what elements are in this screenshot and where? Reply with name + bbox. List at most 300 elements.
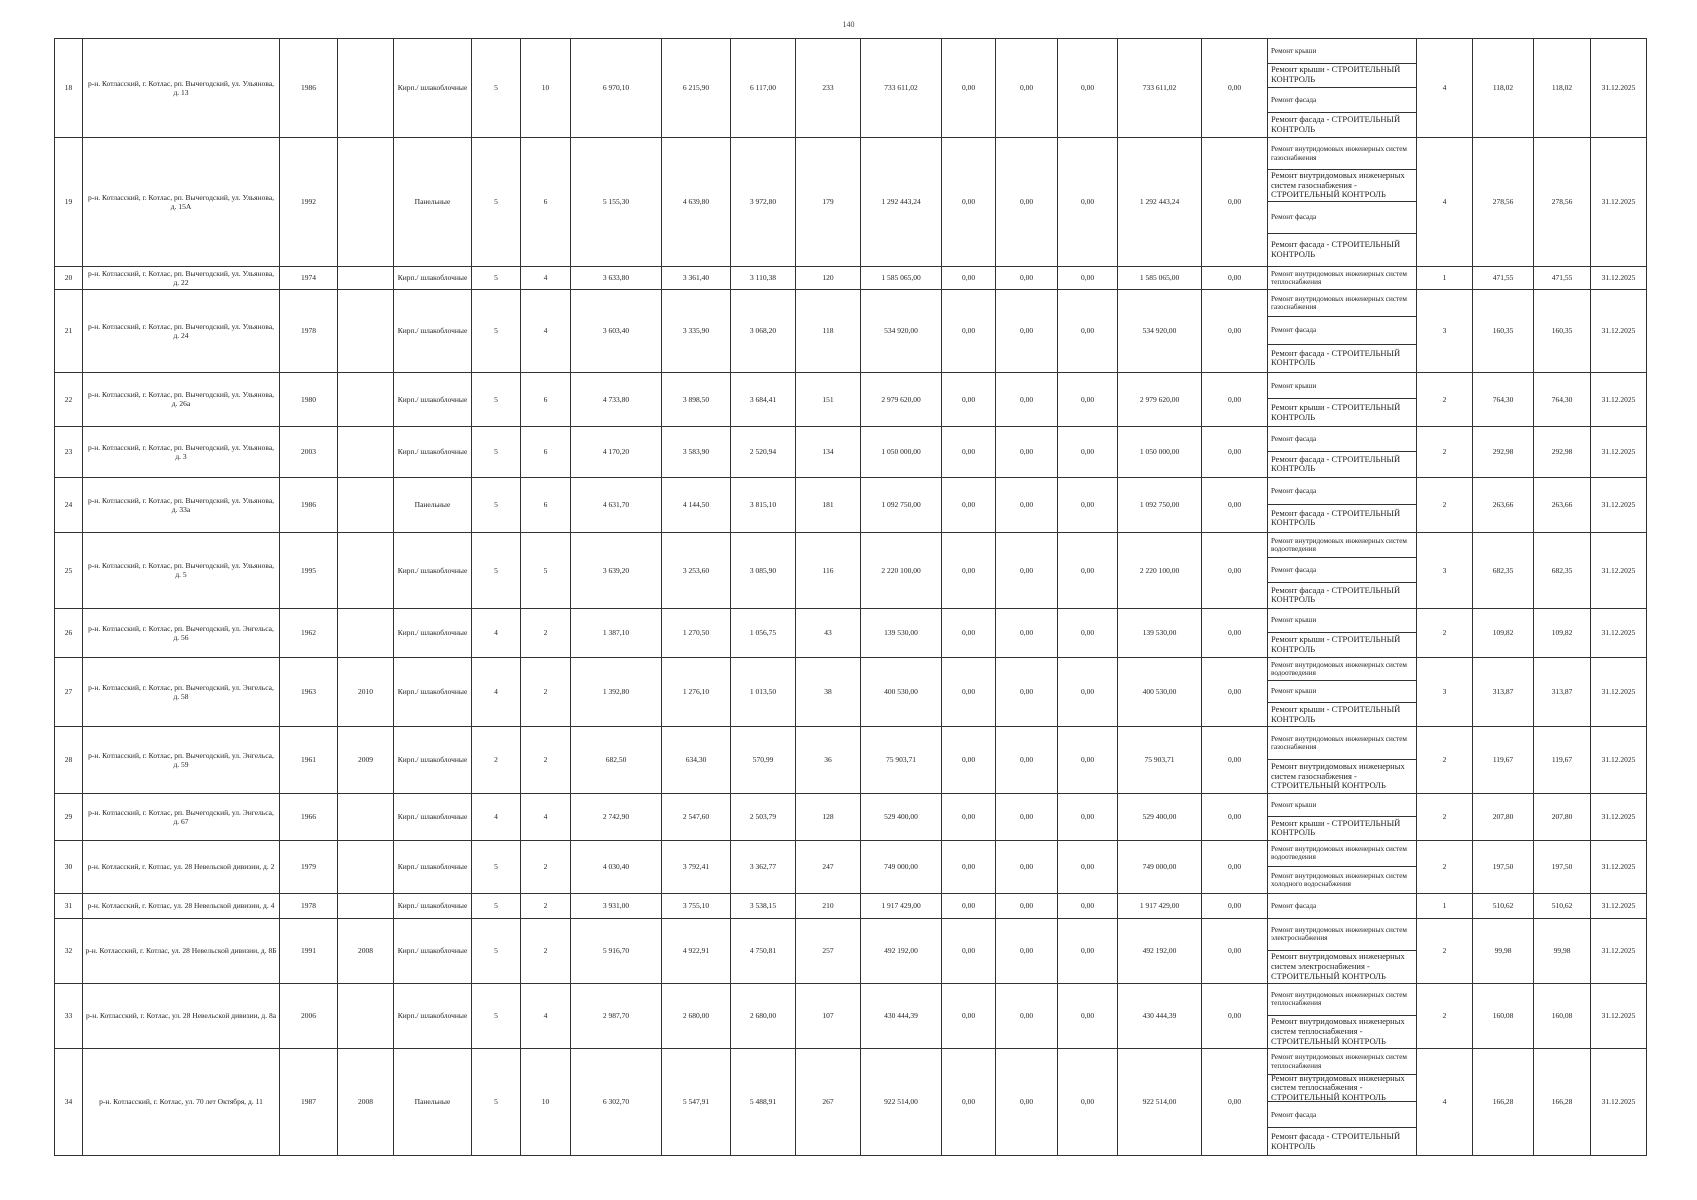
- cell-unit-cost-limit: 166,28: [1534, 1048, 1591, 1155]
- cell-residents: 36: [796, 726, 861, 793]
- cell-floors: 5: [472, 893, 521, 918]
- work-item: Ремонт внутридомовых инженерных систем электроснабжения - СТРОИТЕЛЬНЫЙ КОНТРОЛЬ: [1271, 951, 1405, 981]
- cell-wall-material: Кирп./ шлакоблочные: [394, 39, 472, 138]
- cell-funding-other: 0,00: [1202, 726, 1268, 793]
- cell-owned-area: 3 538,15: [731, 893, 796, 918]
- cell-address: р-н. Котласский, г. Котлас, рп. Вычегодский, ул. Ульянова, д. 26а: [83, 372, 280, 426]
- cell-year-built: 1963: [280, 657, 338, 726]
- cell-row-number: 21: [55, 290, 83, 373]
- cell-year-built: 1962: [280, 608, 338, 657]
- cell-total-cost: 733 611,02: [861, 39, 942, 138]
- cell-funding-regional: 0,00: [996, 426, 1058, 477]
- cell-residential-area: 1 276,10: [662, 657, 731, 726]
- cell-work-types: [1268, 290, 1417, 373]
- cell-funding-local: 0,00: [1058, 267, 1118, 290]
- cell-funding-owners: 2 220 100,00: [1118, 532, 1202, 608]
- cell-year-built: 1966: [280, 793, 338, 840]
- cell-address: р-н. Котласский, г. Котлас, ул. 70 лет Октября, д. 11: [83, 1048, 280, 1155]
- cell-entrances: 6: [521, 138, 571, 267]
- cell-total-area: 3 603,40: [571, 290, 662, 373]
- cell-row-number: 28: [55, 726, 83, 793]
- cell-entrances: 10: [521, 1048, 571, 1155]
- cell-floors: 5: [472, 290, 521, 373]
- cell-work-types: [1268, 1048, 1417, 1155]
- cell-funding-regional: 0,00: [996, 893, 1058, 918]
- cell-row-number: 26: [55, 608, 83, 657]
- cell-floors: 5: [472, 918, 521, 983]
- cell-unit-cost-limit: 160,35: [1534, 290, 1591, 373]
- cell-total-cost: 492 192,00: [861, 918, 942, 983]
- cell-funding-regional: 0,00: [996, 918, 1058, 983]
- table-row: [55, 426, 1647, 477]
- cell-floors: 4: [472, 657, 521, 726]
- cell-total-cost: 529 400,00: [861, 793, 942, 840]
- cell-funding-local: 0,00: [1058, 290, 1118, 373]
- cell-funding-other: 0,00: [1202, 657, 1268, 726]
- cell-year-built: 1980: [280, 372, 338, 426]
- cell-funding-owners: 2 979 620,00: [1118, 372, 1202, 426]
- table-row: [55, 290, 1647, 373]
- cell-total-area: 6 970,10: [571, 39, 662, 138]
- cell-residents: 151: [796, 372, 861, 426]
- work-item: Ремонт крыши: [1268, 373, 1416, 400]
- cell-year-repaired: [338, 608, 394, 657]
- cell-row-number: 25: [55, 532, 83, 608]
- cell-year-built: 1995: [280, 532, 338, 608]
- cell-entrances: 2: [521, 840, 571, 893]
- table-row: [55, 793, 1647, 840]
- cell-completion-date: 31.12.2025: [1591, 138, 1647, 267]
- work-item: Ремонт фасада - СТРОИТЕЛЬНЫЙ КОНТРОЛЬ: [1271, 584, 1401, 605]
- work-item: Ремонт внутридомовых инженерных систем водоотведения: [1268, 658, 1416, 681]
- cell-completion-date: 31.12.2025: [1591, 918, 1647, 983]
- cell-year-built: 1978: [280, 893, 338, 918]
- cell-funding-owners: 75 903,71: [1118, 726, 1202, 793]
- cell-works-count: 2: [1417, 426, 1473, 477]
- cell-row-number: 27: [55, 657, 83, 726]
- cell-owned-area: 3 815,10: [731, 477, 796, 532]
- cell-year-built: 1991: [280, 918, 338, 983]
- work-item: Ремонт фасада - СТРОИТЕЛЬНЫЙ КОНТРОЛЬ: [1271, 1130, 1401, 1151]
- work-item: Ремонт внутридомовых инженерных систем газоснабжения: [1268, 290, 1416, 317]
- cell-total-area: 5 155,30: [571, 138, 662, 267]
- cell-row-number: 24: [55, 477, 83, 532]
- cell-unit-cost: 510,62: [1473, 893, 1534, 918]
- cell-funding-owners: 1 917 429,00: [1118, 893, 1202, 918]
- cell-unit-cost-limit: 313,87: [1534, 657, 1591, 726]
- table-row: [55, 1048, 1647, 1155]
- cell-year-built: 2003: [280, 426, 338, 477]
- cell-unit-cost: 160,08: [1473, 983, 1534, 1048]
- cell-floors: 5: [472, 372, 521, 426]
- cell-total-area: 2 987,70: [571, 983, 662, 1048]
- cell-unit-cost-limit: 510,62: [1534, 893, 1591, 918]
- cell-wall-material: Панельные: [394, 1048, 472, 1155]
- cell-year-repaired: [338, 532, 394, 608]
- cell-wall-material: Кирп./ шлакоблочные: [394, 918, 472, 983]
- cell-residents: 38: [796, 657, 861, 726]
- cell-total-area: 3 639,20: [571, 532, 662, 608]
- cell-unit-cost: 160,35: [1473, 290, 1534, 373]
- cell-work-types: [1268, 918, 1417, 983]
- cell-owned-area: 570,99: [731, 726, 796, 793]
- cell-address: р-н. Котласский, г. Котлас, рп. Вычегодский, ул. Ульянова, д. 3: [83, 426, 280, 477]
- cell-owned-area: 3 068,20: [731, 290, 796, 373]
- cell-residential-area: 4 144,50: [662, 477, 731, 532]
- cell-total-area: 4 030,40: [571, 840, 662, 893]
- cell-floors: 2: [472, 726, 521, 793]
- cell-residential-area: 3 361,40: [662, 267, 731, 290]
- cell-funding-regional: 0,00: [996, 726, 1058, 793]
- cell-total-cost: 1 292 443,24: [861, 138, 942, 267]
- cell-funding-other: 0,00: [1202, 138, 1268, 267]
- cell-funding-federal: 0,00: [942, 1048, 996, 1155]
- cell-works-count: 4: [1417, 39, 1473, 138]
- cell-works-count: 4: [1417, 1048, 1473, 1155]
- cell-completion-date: 31.12.2025: [1591, 267, 1647, 290]
- cell-row-number: 20: [55, 267, 83, 290]
- cell-funding-federal: 0,00: [942, 39, 996, 138]
- cell-row-number: 18: [55, 39, 83, 138]
- cell-residents: 43: [796, 608, 861, 657]
- cell-funding-local: 0,00: [1058, 793, 1118, 840]
- cell-unit-cost-limit: 764,30: [1534, 372, 1591, 426]
- cell-works-count: 3: [1417, 290, 1473, 373]
- work-item: Ремонт крыши - СТРОИТЕЛЬНЫЙ КОНТРОЛЬ: [1271, 634, 1401, 654]
- cell-year-built: 1979: [280, 840, 338, 893]
- work-item: Ремонт фасада: [1268, 317, 1416, 344]
- cell-unit-cost: 118,02: [1473, 39, 1534, 138]
- cell-funding-federal: 0,00: [942, 372, 996, 426]
- cell-work-types: [1268, 657, 1417, 726]
- cell-entrances: 2: [521, 918, 571, 983]
- table-row: [55, 267, 1647, 290]
- cell-completion-date: 31.12.2025: [1591, 426, 1647, 477]
- cell-year-repaired: [338, 477, 394, 532]
- work-item: Ремонт внутридомовых инженерных систем теплоснабжения: [1268, 984, 1416, 1016]
- cell-total-cost: 922 514,00: [861, 1048, 942, 1155]
- cell-year-built: 1961: [280, 726, 338, 793]
- cell-address: р-н. Котласский, г. Котлас, ул. 28 Невельской дивизии, д. 8Б: [83, 918, 280, 983]
- cell-work-types: [1268, 608, 1417, 657]
- cell-owned-area: 1 056,75: [731, 608, 796, 657]
- cell-address: р-н. Котласский, г. Котлас, ул. 28 Невельской дивизии, д. 8а: [83, 983, 280, 1048]
- cell-total-cost: 1 585 065,00: [861, 267, 942, 290]
- cell-year-built: 2006: [280, 983, 338, 1048]
- cell-funding-federal: 0,00: [942, 893, 996, 918]
- cell-residents: 116: [796, 532, 861, 608]
- cell-funding-federal: 0,00: [942, 793, 996, 840]
- cell-wall-material: Кирп./ шлакоблочные: [394, 290, 472, 373]
- cell-funding-local: 0,00: [1058, 608, 1118, 657]
- cell-funding-owners: 430 444,39: [1118, 983, 1202, 1048]
- cell-year-repaired: [338, 426, 394, 477]
- work-item: Ремонт фасада: [1268, 478, 1416, 505]
- cell-year-repaired: 2010: [338, 657, 394, 726]
- cell-total-area: 6 302,70: [571, 1048, 662, 1155]
- cell-wall-material: Кирп./ шлакоблочные: [394, 983, 472, 1048]
- cell-funding-local: 0,00: [1058, 477, 1118, 532]
- cell-works-count: 2: [1417, 983, 1473, 1048]
- cell-funding-other: 0,00: [1202, 893, 1268, 918]
- cell-residential-area: 2 547,60: [662, 793, 731, 840]
- cell-work-types: [1268, 372, 1417, 426]
- cell-funding-regional: 0,00: [996, 793, 1058, 840]
- cell-work-types: [1268, 840, 1417, 893]
- cell-works-count: 2: [1417, 477, 1473, 532]
- cell-unit-cost: 119,67: [1473, 726, 1534, 793]
- cell-total-cost: 1 050 000,00: [861, 426, 942, 477]
- cell-floors: 4: [472, 608, 521, 657]
- cell-address: р-н. Котласский, г. Котлас, ул. 28 Невельской дивизии, д. 4: [83, 893, 280, 918]
- cell-address: р-н. Котласский, г. Котлас, рп. Вычегодский, ул. Энгельса, д. 58: [83, 657, 280, 726]
- cell-completion-date: 31.12.2025: [1591, 608, 1647, 657]
- cell-row-number: 32: [55, 918, 83, 983]
- cell-address: р-н. Котласский, г. Котлас, рп. Вычегодский, ул. Ульянова, д. 15А: [83, 138, 280, 267]
- cell-completion-date: 31.12.2025: [1591, 983, 1647, 1048]
- table-row: [55, 918, 1647, 983]
- cell-funding-regional: 0,00: [996, 532, 1058, 608]
- cell-floors: 5: [472, 983, 521, 1048]
- cell-residents: 134: [796, 426, 861, 477]
- cell-floors: 5: [472, 477, 521, 532]
- work-item: Ремонт крыши: [1268, 794, 1416, 817]
- work-item: Ремонт внутридомовых инженерных систем теплоснабжения - СТРОИТЕЛЬНЫЙ КОНТРОЛЬ: [1271, 1016, 1405, 1046]
- cell-funding-owners: 733 611,02: [1118, 39, 1202, 138]
- cell-residents: 179: [796, 138, 861, 267]
- cell-entrances: 4: [521, 793, 571, 840]
- cell-work-types: [1268, 983, 1417, 1048]
- cell-funding-regional: 0,00: [996, 1048, 1058, 1155]
- cell-year-built: 1978: [280, 290, 338, 373]
- cell-funding-regional: 0,00: [996, 840, 1058, 893]
- cell-funding-federal: 0,00: [942, 983, 996, 1048]
- cell-total-cost: 749 000,00: [861, 840, 942, 893]
- work-item: Ремонт фасада - СТРОИТЕЛЬНЫЙ КОНТРОЛЬ: [1271, 113, 1401, 134]
- cell-funding-federal: 0,00: [942, 840, 996, 893]
- cell-year-repaired: [338, 793, 394, 840]
- work-item: Ремонт внутридомовых инженерных систем водоотведения: [1268, 841, 1416, 867]
- cell-funding-local: 0,00: [1058, 918, 1118, 983]
- cell-total-cost: 75 903,71: [861, 726, 942, 793]
- cell-funding-other: 0,00: [1202, 372, 1268, 426]
- work-item: Ремонт фасада - СТРОИТЕЛЬНЫЙ КОНТРОЛЬ: [1271, 507, 1401, 528]
- cell-entrances: 5: [521, 532, 571, 608]
- cell-funding-regional: 0,00: [996, 983, 1058, 1048]
- cell-completion-date: 31.12.2025: [1591, 840, 1647, 893]
- cell-funding-owners: 492 192,00: [1118, 918, 1202, 983]
- cell-work-types: [1268, 726, 1417, 793]
- cell-completion-date: 31.12.2025: [1591, 726, 1647, 793]
- cell-residents: 107: [796, 983, 861, 1048]
- cell-funding-federal: 0,00: [942, 918, 996, 983]
- cell-unit-cost-limit: 471,55: [1534, 267, 1591, 290]
- cell-address: р-н. Котласский, г. Котлас, рп. Вычегодский, ул. Энгельса, д. 59: [83, 726, 280, 793]
- cell-row-number: 19: [55, 138, 83, 267]
- cell-unit-cost: 682,35: [1473, 532, 1534, 608]
- cell-address: р-н. Котласский, г. Котлас, рп. Вычегодский, ул. Энгельса, д. 67: [83, 793, 280, 840]
- cell-work-types: [1268, 532, 1417, 608]
- cell-total-cost: 534 920,00: [861, 290, 942, 373]
- cell-work-types: [1268, 426, 1417, 477]
- cell-unit-cost-limit: 160,08: [1534, 983, 1591, 1048]
- cell-year-repaired: 2008: [338, 918, 394, 983]
- cell-funding-other: 0,00: [1202, 532, 1268, 608]
- cell-address: р-н. Котласский, г. Котлас, рп. Вычегодский, ул. Ульянова, д. 24: [83, 290, 280, 373]
- table-row: [55, 983, 1647, 1048]
- cell-row-number: 29: [55, 793, 83, 840]
- cell-funding-owners: 139 530,00: [1118, 608, 1202, 657]
- cell-work-types: [1268, 893, 1417, 918]
- cell-residential-area: 3 335,90: [662, 290, 731, 373]
- cell-year-built: 1987: [280, 1048, 338, 1155]
- cell-works-count: 2: [1417, 726, 1473, 793]
- cell-floors: 5: [472, 532, 521, 608]
- cell-works-count: 1: [1417, 267, 1473, 290]
- work-item: Ремонт внутридомовых инженерных систем водоотведения: [1268, 533, 1416, 558]
- cell-row-number: 23: [55, 426, 83, 477]
- cell-funding-owners: 1 092 750,00: [1118, 477, 1202, 532]
- cell-funding-regional: 0,00: [996, 267, 1058, 290]
- cell-funding-other: 0,00: [1202, 267, 1268, 290]
- work-item: Ремонт крыши: [1268, 609, 1416, 633]
- cell-wall-material: Кирп./ шлакоблочные: [394, 267, 472, 290]
- cell-address: р-н. Котласский, г. Котлас, ул. 28 Невельской дивизии, д. 2: [83, 840, 280, 893]
- work-item: Ремонт внутридомовых инженерных систем электроснабжения: [1268, 919, 1416, 951]
- cell-year-repaired: [338, 138, 394, 267]
- cell-funding-other: 0,00: [1202, 918, 1268, 983]
- cell-works-count: 2: [1417, 793, 1473, 840]
- cell-unit-cost-limit: 119,67: [1534, 726, 1591, 793]
- cell-funding-regional: 0,00: [996, 657, 1058, 726]
- cell-funding-federal: 0,00: [942, 426, 996, 477]
- cell-year-repaired: [338, 290, 394, 373]
- cell-total-area: 4 631,70: [571, 477, 662, 532]
- cell-wall-material: Кирп./ шлакоблочные: [394, 532, 472, 608]
- cell-row-number: 30: [55, 840, 83, 893]
- cell-residents: 257: [796, 918, 861, 983]
- work-item: Ремонт фасада: [1268, 558, 1416, 583]
- page-number: 140: [842, 20, 855, 29]
- cell-funding-other: 0,00: [1202, 290, 1268, 373]
- cell-unit-cost-limit: 197,50: [1534, 840, 1591, 893]
- cell-funding-other: 0,00: [1202, 793, 1268, 840]
- cell-funding-federal: 0,00: [942, 532, 996, 608]
- cell-funding-local: 0,00: [1058, 726, 1118, 793]
- cell-unit-cost: 166,28: [1473, 1048, 1534, 1155]
- cell-residential-area: 5 547,91: [662, 1048, 731, 1155]
- work-item: Ремонт фасада: [1268, 202, 1416, 234]
- cell-funding-regional: 0,00: [996, 372, 1058, 426]
- cell-funding-local: 0,00: [1058, 39, 1118, 138]
- work-item: Ремонт фасада: [1271, 901, 1317, 910]
- cell-floors: 5: [472, 267, 521, 290]
- cell-funding-local: 0,00: [1058, 983, 1118, 1048]
- cell-entrances: 2: [521, 657, 571, 726]
- cell-completion-date: 31.12.2025: [1591, 793, 1647, 840]
- cell-funding-owners: 749 000,00: [1118, 840, 1202, 893]
- cell-year-repaired: 2009: [338, 726, 394, 793]
- cell-address: р-н. Котласский, г. Котлас, рп. Вычегодский, ул. Ульянова, д. 13: [83, 39, 280, 138]
- cell-floors: 5: [472, 39, 521, 138]
- work-item: Ремонт внутридомовых инженерных систем газоснабжения - СТРОИТЕЛЬНЫЙ КОНТРОЛЬ: [1271, 760, 1405, 791]
- work-item: Ремонт внутридомовых инженерных систем холодного водоснабжения: [1271, 871, 1407, 888]
- cell-total-area: 3 931,00: [571, 893, 662, 918]
- cell-wall-material: Кирп./ шлакоблочные: [394, 608, 472, 657]
- cell-residents: 267: [796, 1048, 861, 1155]
- work-item: Ремонт крыши - СТРОИТЕЛЬНЫЙ КОНТРОЛЬ: [1271, 401, 1401, 422]
- cell-completion-date: 31.12.2025: [1591, 532, 1647, 608]
- cell-funding-local: 0,00: [1058, 138, 1118, 267]
- cell-funding-local: 0,00: [1058, 893, 1118, 918]
- cell-floors: 4: [472, 793, 521, 840]
- cell-unit-cost: 278,56: [1473, 138, 1534, 267]
- cell-floors: 5: [472, 426, 521, 477]
- cell-entrances: 2: [521, 608, 571, 657]
- cell-entrances: 6: [521, 477, 571, 532]
- cell-year-repaired: 2008: [338, 1048, 394, 1155]
- cell-funding-federal: 0,00: [942, 290, 996, 373]
- cell-total-area: 4 170,20: [571, 426, 662, 477]
- cell-unit-cost-limit: 99,98: [1534, 918, 1591, 983]
- cell-total-cost: 139 530,00: [861, 608, 942, 657]
- cell-funding-regional: 0,00: [996, 608, 1058, 657]
- cell-owned-area: 6 117,00: [731, 39, 796, 138]
- cell-residential-area: 1 270,50: [662, 608, 731, 657]
- cell-funding-owners: 529 400,00: [1118, 793, 1202, 840]
- cell-unit-cost-limit: 263,66: [1534, 477, 1591, 532]
- cell-residents: 181: [796, 477, 861, 532]
- cell-address: р-н. Котласский, г. Котлас, рп. Вычегодский, ул. Ульянова, д. 22: [83, 267, 280, 290]
- cell-owned-area: 3 684,41: [731, 372, 796, 426]
- cell-entrances: 4: [521, 267, 571, 290]
- cell-funding-owners: 1 050 000,00: [1118, 426, 1202, 477]
- cell-residents: 233: [796, 39, 861, 138]
- cell-unit-cost-limit: 207,80: [1534, 793, 1591, 840]
- cell-funding-other: 0,00: [1202, 983, 1268, 1048]
- work-item: Ремонт крыши - СТРОИТЕЛЬНЫЙ КОНТРОЛЬ: [1271, 817, 1401, 838]
- cell-wall-material: Кирп./ шлакоблочные: [394, 793, 472, 840]
- cell-residential-area: 3 792,41: [662, 840, 731, 893]
- cell-address: р-н. Котласский, г. Котлас, рп. Вычегодский, ул. Ульянова, д. 5: [83, 532, 280, 608]
- cell-residential-area: 3 253,60: [662, 532, 731, 608]
- cell-completion-date: 31.12.2025: [1591, 39, 1647, 138]
- cell-funding-federal: 0,00: [942, 657, 996, 726]
- cell-total-area: 682,50: [571, 726, 662, 793]
- cell-total-cost: 1 917 429,00: [861, 893, 942, 918]
- work-item: Ремонт внутридомовых инженерных систем теплоснабжения: [1268, 1049, 1416, 1076]
- cell-funding-regional: 0,00: [996, 138, 1058, 267]
- cell-row-number: 31: [55, 893, 83, 918]
- cell-funding-local: 0,00: [1058, 532, 1118, 608]
- cell-wall-material: Кирп./ шлакоблочные: [394, 372, 472, 426]
- cell-wall-material: Кирп./ шлакоблочные: [394, 657, 472, 726]
- cell-works-count: 3: [1417, 532, 1473, 608]
- cell-total-cost: 400 530,00: [861, 657, 942, 726]
- cell-floors: 5: [472, 1048, 521, 1155]
- cell-floors: 5: [472, 138, 521, 267]
- cell-total-cost: 430 444,39: [861, 983, 942, 1048]
- cell-unit-cost: 109,82: [1473, 608, 1534, 657]
- cell-unit-cost: 313,87: [1473, 657, 1534, 726]
- work-item: Ремонт внутридомовых инженерных систем газоснабжения: [1268, 727, 1416, 760]
- cell-funding-federal: 0,00: [942, 608, 996, 657]
- table-row: [55, 893, 1647, 918]
- cell-funding-other: 0,00: [1202, 477, 1268, 532]
- cell-funding-federal: 0,00: [942, 267, 996, 290]
- cell-works-count: 3: [1417, 657, 1473, 726]
- cell-unit-cost: 471,55: [1473, 267, 1534, 290]
